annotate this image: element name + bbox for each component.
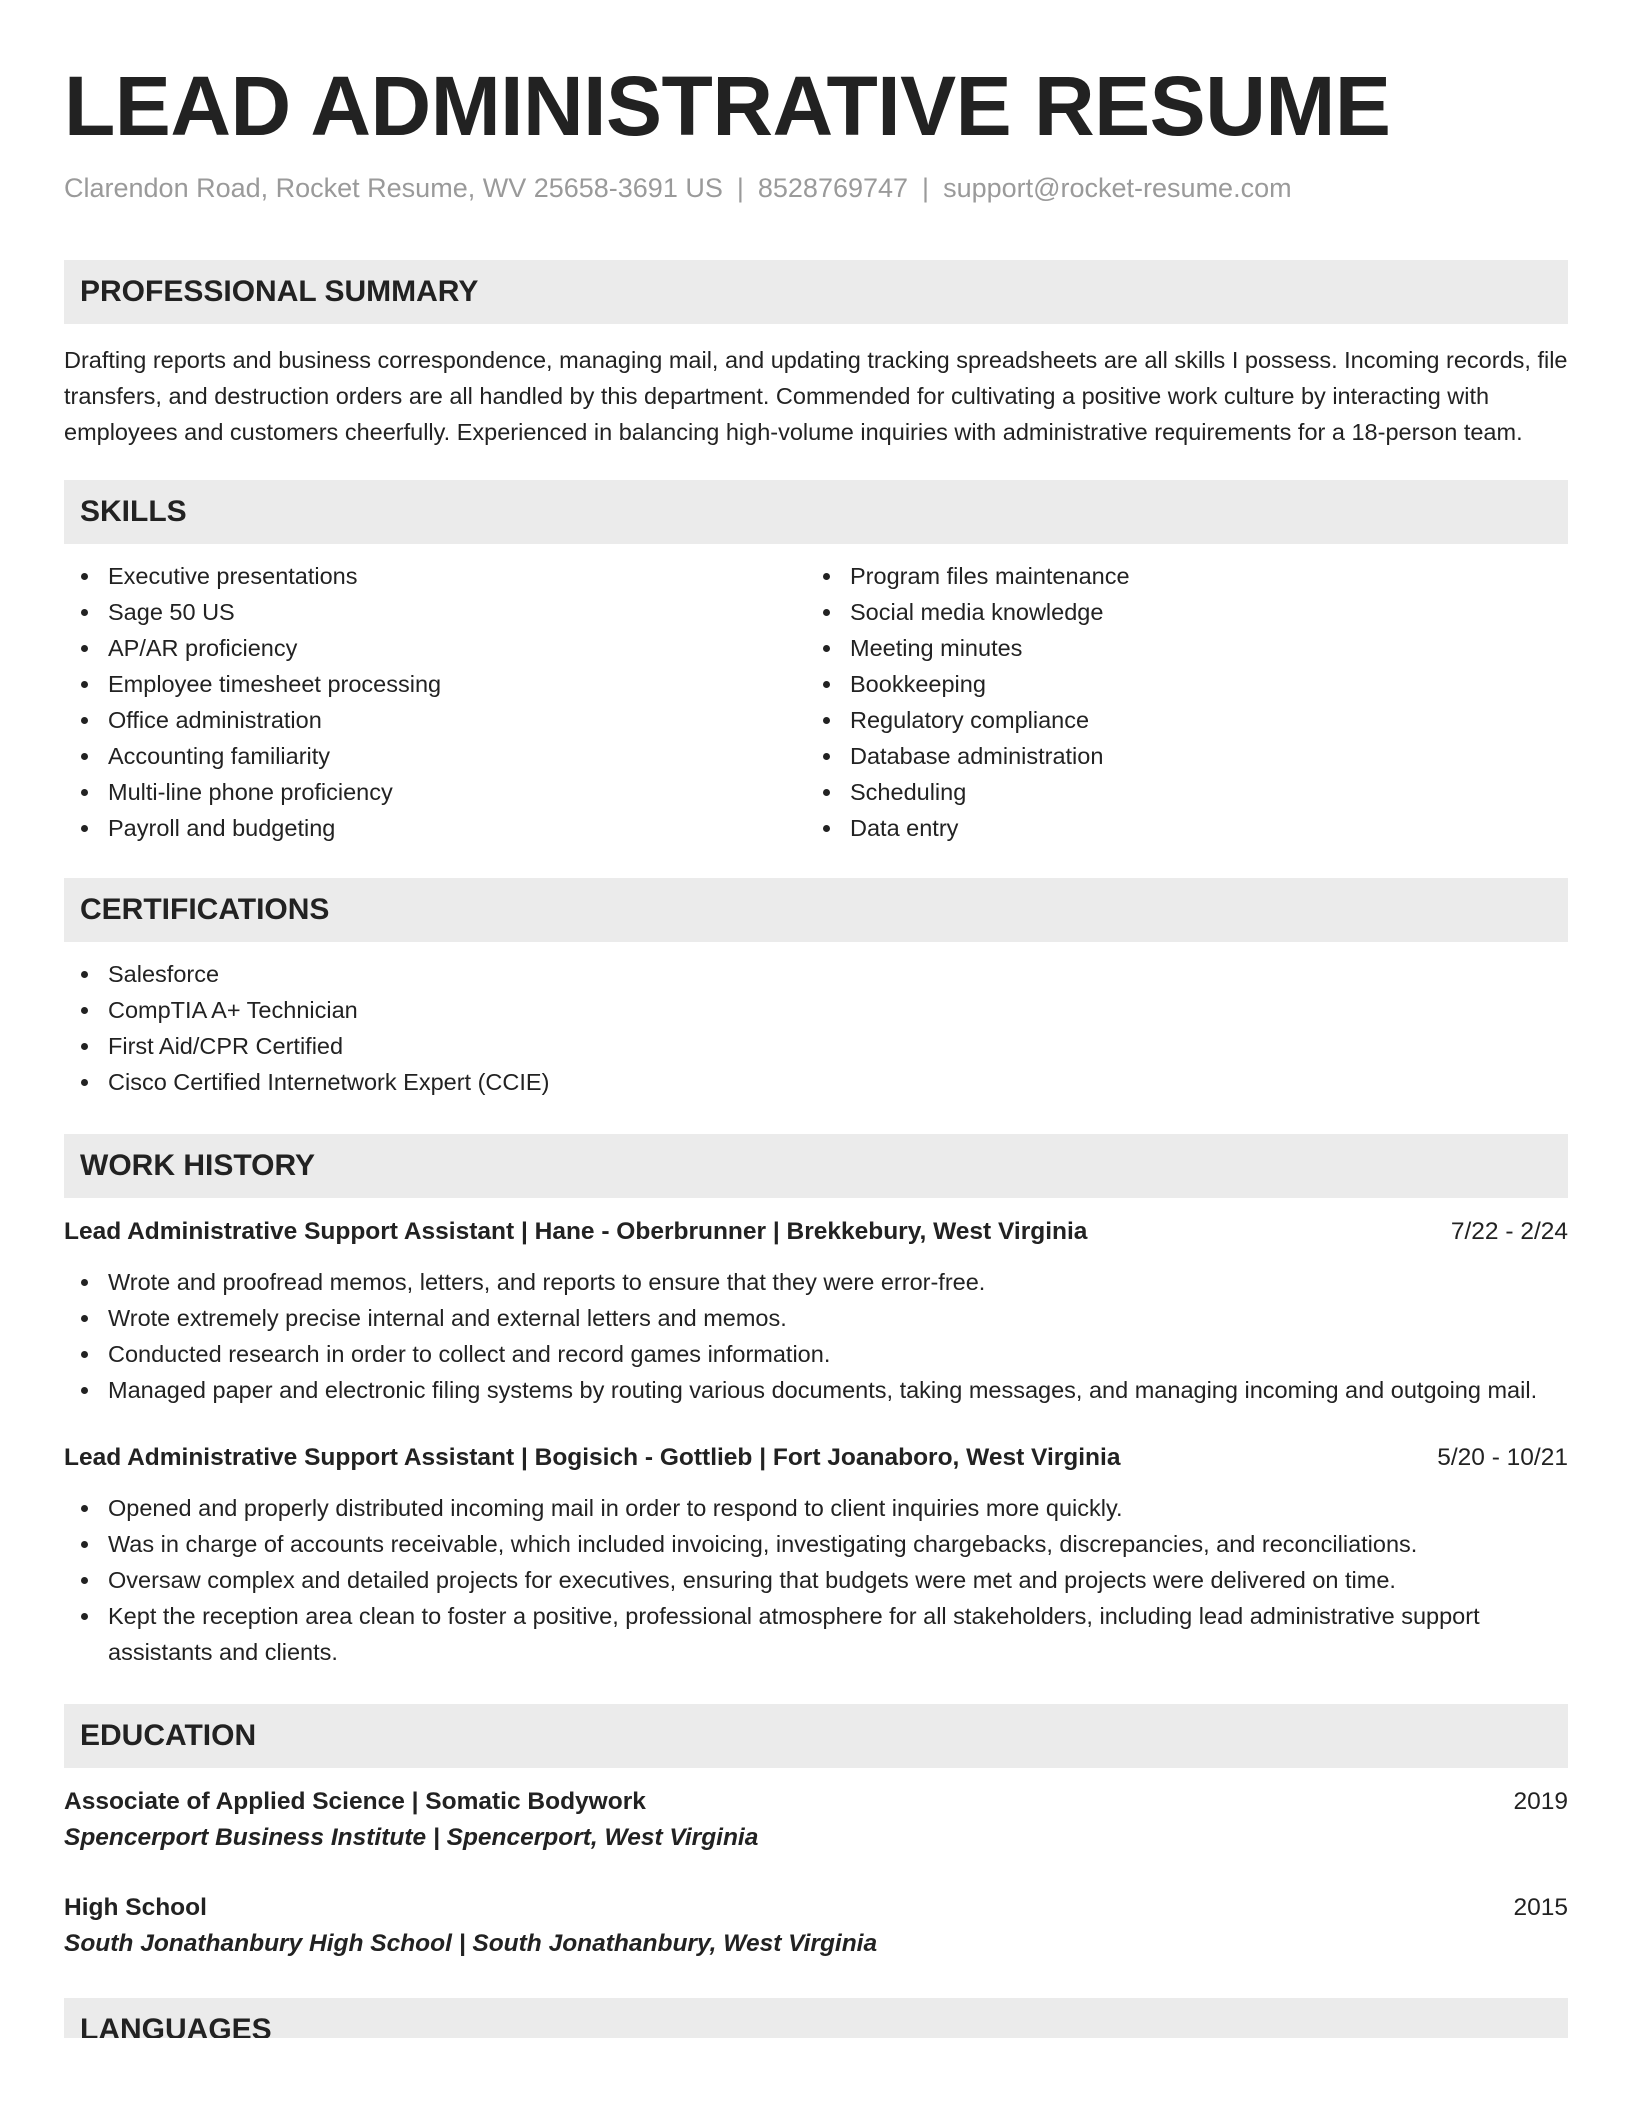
certification-item: First Aid/CPR Certified xyxy=(64,1028,1568,1064)
job-bullet: Was in charge of accounts receivable, which included invoicing, investigating chargebacks, discrepancies, and reconciliations. xyxy=(64,1526,1568,1562)
job-heading xyxy=(64,1214,1568,1250)
skill-item: Scheduling xyxy=(806,774,1548,810)
skill-item: Office administration xyxy=(64,702,806,738)
section-header-work-history: WORK HISTORY xyxy=(64,1134,1568,1198)
section-header-certifications: CERTIFICATIONS xyxy=(64,878,1568,942)
contact-separator: | xyxy=(922,173,930,203)
job-bullet: Wrote and proofread memos, letters, and reports to ensure that they were error-free. xyxy=(64,1264,1568,1300)
resume-title: LEAD ADMINISTRATIVE RESUME xyxy=(64,59,1391,153)
education-year: 2019 xyxy=(1513,1788,1568,1815)
job-bullets xyxy=(64,1490,1568,1670)
skill-item: Accounting familiarity xyxy=(64,738,806,774)
job-bullet: Managed paper and electronic filing systems by routing various documents, taking messages, and managing incoming and outgoing mail. xyxy=(64,1372,1568,1408)
education-heading xyxy=(64,1784,1568,1820)
education-degree: High School xyxy=(64,1894,207,1921)
languages-clip xyxy=(64,1998,1568,2038)
contact-phone: 8528769747 xyxy=(757,173,909,203)
skill-item: Bookkeeping xyxy=(806,666,1548,702)
education-school: South Jonathanbury High School | South Jonathanbury, West Virginia xyxy=(64,1930,878,1957)
contact-address: Clarendon Road, Rocket Resume, WV 25658-3691 US xyxy=(64,173,723,203)
skill-item: Employee timesheet processing xyxy=(64,666,806,702)
skill-item: Program files maintenance xyxy=(806,558,1548,594)
certification-item: CompTIA A+ Technician xyxy=(64,992,1568,1028)
summary-text: Drafting reports and business correspondence, managing mail, and updating tracking spreadsheets are all skills I possess. Incoming records, file transfers, and destruction orders are all handled by this department. Commended for cultivating a positive work culture by interacting with employees and customers cheerfully. Experienced in balancing high-volume inquiries with administrative requirements for a 18-person team. xyxy=(64,347,1568,445)
job-bullets xyxy=(64,1264,1568,1408)
job-title: Lead Administrative Support Assistant | Bogisich - Gottlieb | Fort Joanaboro, West Virginia xyxy=(64,1444,1121,1471)
skills-grid xyxy=(64,558,1568,846)
skill-item: AP/AR proficiency xyxy=(64,630,806,666)
skill-item: Data entry xyxy=(806,810,1548,846)
contact-email: support@rocket-resume.com xyxy=(943,173,1292,203)
skill-item: Meeting minutes xyxy=(806,630,1548,666)
education-school: Spencerport Business Institute | Spencerport, West Virginia xyxy=(64,1824,759,1851)
job-bullet: Conducted research in order to collect and record games information. xyxy=(64,1336,1568,1372)
education-heading xyxy=(64,1890,1568,1926)
skill-item: Regulatory compliance xyxy=(806,702,1548,738)
job-dates: 7/22 - 2/24 xyxy=(1450,1218,1568,1245)
job-bullet: Oversaw complex and detailed projects for executives, ensuring that budgets were met and projects were delivered on time. xyxy=(64,1562,1568,1598)
job-title: Lead Administrative Support Assistant | Hane - Oberbrunner | Brekkebury, West Virginia xyxy=(64,1218,1088,1245)
skills-list-right xyxy=(806,558,1548,846)
contact-line xyxy=(64,170,1568,206)
skill-item: Database administration xyxy=(806,738,1548,774)
skill-item: Social media knowledge xyxy=(806,594,1548,630)
skill-item: Sage 50 US xyxy=(64,594,806,630)
skill-item: Executive presentations xyxy=(64,558,806,594)
education-degree: Associate of Applied Science | Somatic Bodywork xyxy=(64,1788,646,1815)
job-bullet: Opened and properly distributed incoming mail in order to respond to client inquiries more quickly. xyxy=(64,1490,1568,1526)
job-heading xyxy=(64,1440,1568,1476)
certification-item: Salesforce xyxy=(64,956,1568,992)
skill-item: Payroll and budgeting xyxy=(64,810,806,846)
section-header-summary: PROFESSIONAL SUMMARY xyxy=(64,260,1568,324)
skills-list-left xyxy=(64,558,806,846)
resume-page xyxy=(64,0,1568,2038)
job-dates: 5/20 - 10/21 xyxy=(1437,1444,1568,1471)
section-header-skills: SKILLS xyxy=(64,480,1568,544)
certifications-list xyxy=(64,956,1568,1100)
contact-separator: | xyxy=(736,173,744,203)
section-header-education: EDUCATION xyxy=(64,1704,1568,1768)
skill-item: Multi-line phone proficiency xyxy=(64,774,806,810)
job-bullet: Wrote extremely precise internal and external letters and memos. xyxy=(64,1300,1568,1336)
section-header-languages: LANGUAGES xyxy=(64,1998,1568,2038)
certification-item: Cisco Certified Internetwork Expert (CCIE) xyxy=(64,1064,1568,1100)
job-bullet: Kept the reception area clean to foster a positive, professional atmosphere for all stakeholders, including lead administrative support assistants and clients. xyxy=(64,1598,1568,1670)
education-year: 2015 xyxy=(1513,1894,1568,1921)
